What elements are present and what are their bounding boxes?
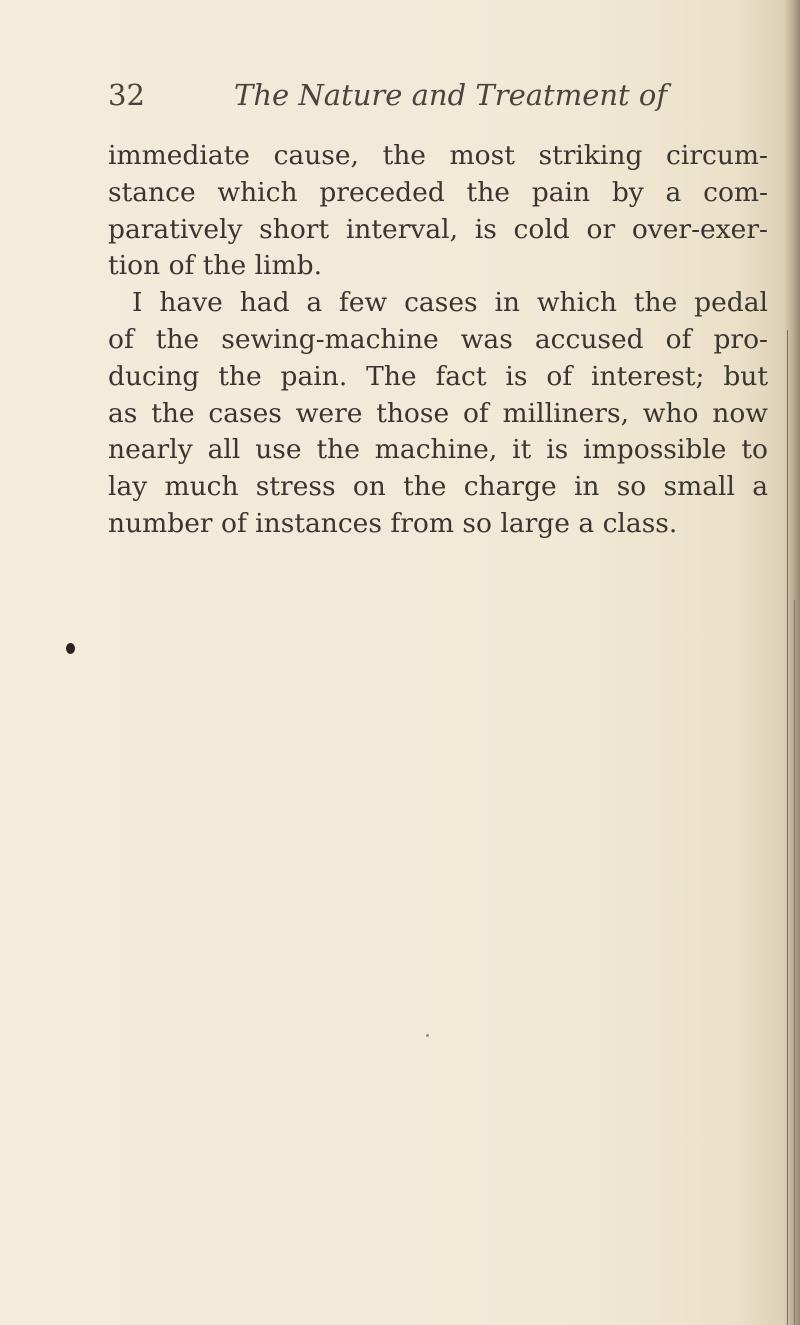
text-line: immediate cause, the most striking circum-: [108, 140, 768, 171]
ink-blot: [66, 643, 75, 654]
text-line: I have had a few cases in which the pedal: [132, 287, 768, 319]
text-line: number of instances from so large a class.: [108, 507, 678, 539]
text-line: nearly all use the machine, it is impossible to: [108, 434, 768, 466]
text-line: paratively short interval, is cold or over-exer-: [108, 213, 768, 245]
paper-speck: [426, 1034, 429, 1037]
text-line: of the sewing-machine was accused of pro-: [108, 323, 768, 355]
text-line: stance which preceded the pain by a com-: [108, 176, 768, 208]
text-line: lay much stress on the charge in so small a: [108, 471, 768, 503]
text-line: as the cases were those of milliners, who now: [108, 397, 768, 429]
running-head: [108, 78, 668, 122]
body-text: [108, 138, 768, 543]
page-edge-line-secondary: [794, 600, 795, 1325]
page-edge-line: [787, 330, 789, 1325]
running-title: The Nature and Treatment of: [234, 78, 668, 112]
page-number: 32: [108, 78, 145, 112]
text-line: ducing the pain. The fact is of interest; but: [108, 360, 768, 392]
text-line: tion of the limb.: [108, 250, 323, 282]
